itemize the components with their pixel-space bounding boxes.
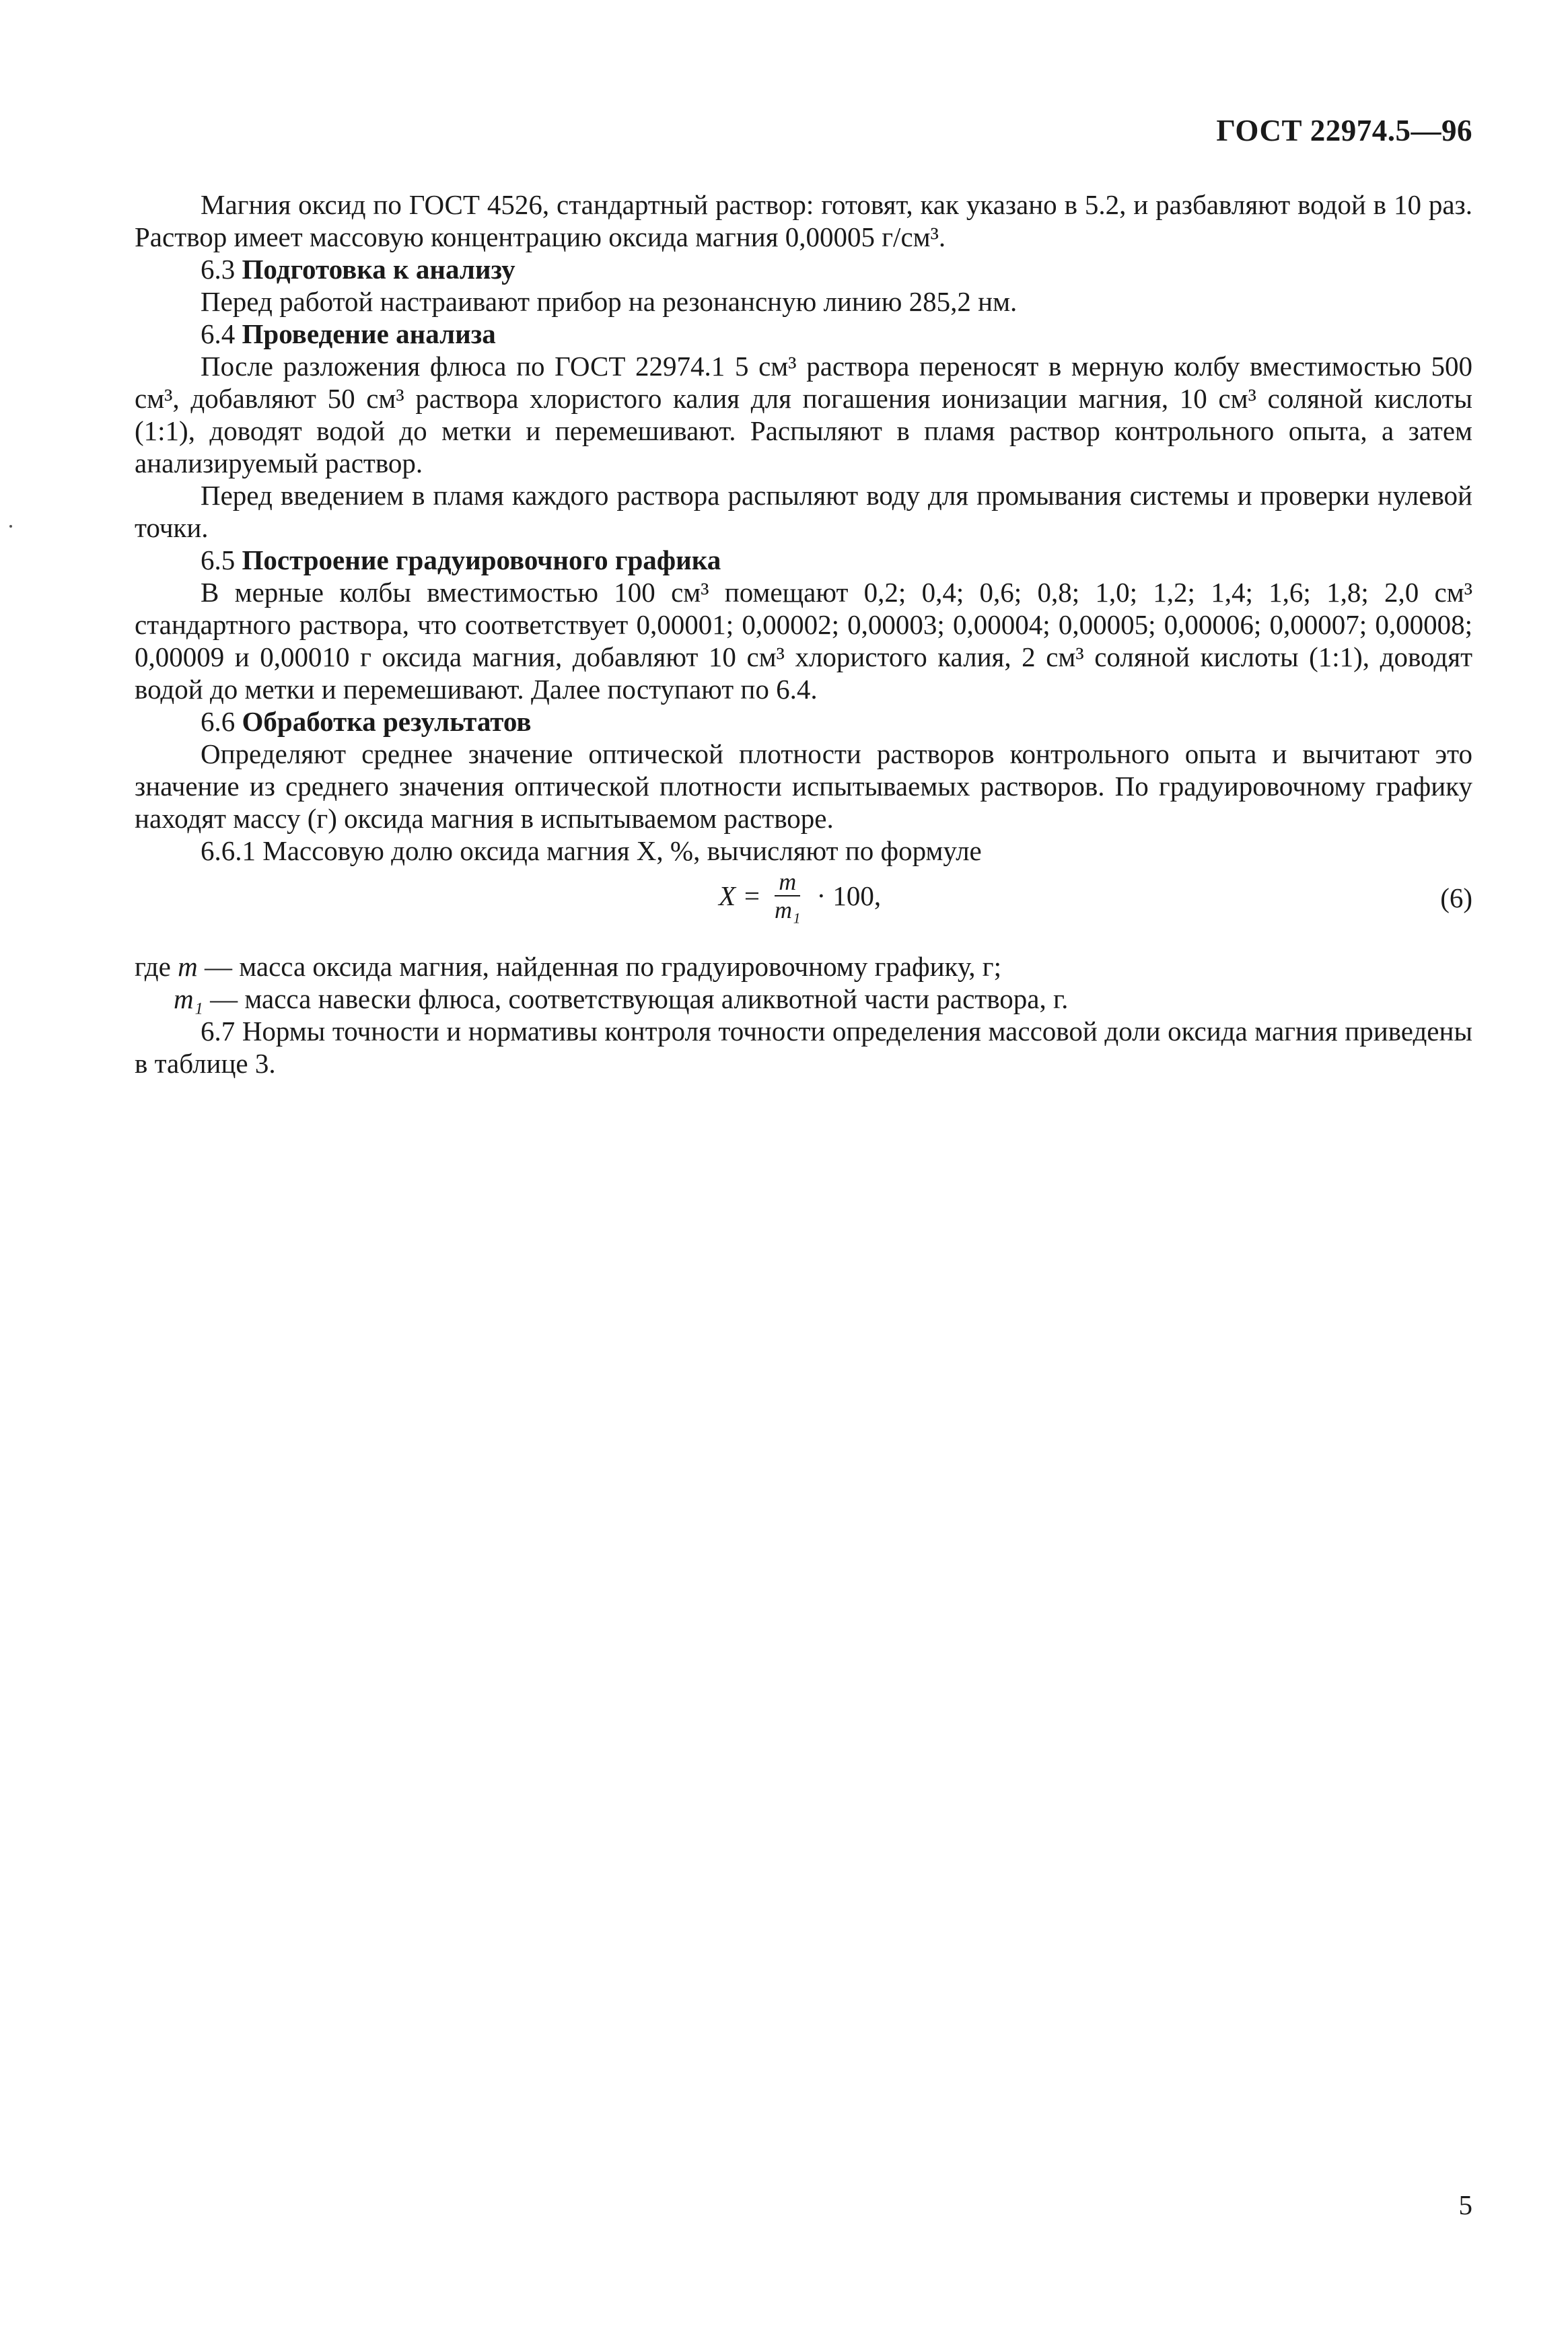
formula-rest: · 100, <box>816 880 882 911</box>
formula-denominator: m₁ <box>774 896 801 923</box>
paragraph-accuracy: 6.7 Нормы точности и нормативы контроля точности определения массовой доли оксида магния приведены в таблице 3. <box>135 1016 1472 1079</box>
document-body <box>135 188 1472 1080</box>
scan-speck <box>9 525 12 528</box>
formula-block <box>135 867 1472 950</box>
formula-fraction <box>771 868 805 923</box>
paragraph-calibration: В мерные колбы вместимостью 100 см³ помещают 0,2; 0,4; 0,6; 0,8; 1,0; 1,2; 1,4; 1,6; 1,8; 2,0 см³ стандартного раствора, что соответствует 0,00001; 0,00002; 0,00003; 0,00004; 0,00005; 0,00006; 0,00007; 0,00008; 0,00009 и 0,00010 г оксида магния, добавляют 10 см³ хлористого калия, 2 см³ соляной кислоты (1:1), доводят водой до метки и перемешивают. Далее поступают по 6.4. <box>135 577 1472 705</box>
definition-prefix: где <box>135 951 178 982</box>
section-number: 6.3 <box>201 254 236 285</box>
document-code: ГОСТ 22974.5—96 <box>1216 114 1472 147</box>
paragraph-analysis: После разложения флюса по ГОСТ 22974.1 5 см³ раствора переносят в мерную колбу вместимостью 500 см³, добавляют 50 см³ раствора хлористого калия для погашения ионизации магния, 10 см³ соляной кислоты (1:1), доводят водой до метки и перемешивают. Распыляют в пламя раствор контрольного опыта, а затем анализируемый раствор. <box>135 351 1472 479</box>
section-number: 6.5 <box>201 544 236 575</box>
section-heading-6-4 <box>135 318 1472 350</box>
paragraph-processing: Определяют среднее значение оптической плотности растворов контрольного опыта и вычитают это значение из среднего значения оптической плотности испытываемых растворов. По градуировочному графику находят массу (г) оксида магния в испытываемом растворе. <box>135 738 1472 834</box>
section-heading-6-3 <box>135 253 1472 285</box>
section-heading-6-6 <box>135 705 1472 738</box>
paragraph-preparation: Перед работой настраивают прибор на резонансную линию 285,2 нм. <box>201 286 1018 317</box>
section-title: Построение градуировочного графика <box>242 544 721 575</box>
section-title: Подготовка к анализу <box>242 254 515 285</box>
formula-lhs: X = <box>719 880 761 911</box>
section-title: Проведение анализа <box>242 318 496 349</box>
paragraph-reagent: Магния оксид по ГОСТ 4526, стандартный раствор: готовят, как указано в 5.2, и разбавляют водой в 10 раз. Раствор имеет массовую концентрацию оксида магния 0,00005 г/см³. <box>135 189 1472 252</box>
section-number: 6.6 <box>201 706 236 737</box>
page-number: 5 <box>1458 2189 1472 2220</box>
definition-m <box>135 950 1472 983</box>
paragraph-mass-fraction: 6.6.1 Массовую долю оксида магния X, %, вычисляют по формуле <box>201 835 982 866</box>
section-number: 6.4 <box>201 318 236 349</box>
definition-text: — масса оксида магния, найденная по градуировочному графику, г; <box>197 951 1001 982</box>
variable-m: m <box>178 951 198 982</box>
definition-text: — масса навески флюса, соответствующая аликвотной части раствора, г. <box>203 983 1069 1014</box>
formula-numerator: m <box>775 868 800 896</box>
paragraph-flame: Перед введением в пламя каждого раствора распыляют воду для промывания системы и проверки нулевой точки. <box>135 480 1472 543</box>
section-heading-6-5 <box>135 544 1472 576</box>
formula <box>719 868 881 923</box>
section-title: Обработка результатов <box>242 706 532 737</box>
definitions <box>135 950 1472 1015</box>
definition-m1 <box>135 983 1472 1015</box>
variable-m1: m₁ <box>174 983 203 1014</box>
equation-number: (6) <box>1440 882 1472 913</box>
